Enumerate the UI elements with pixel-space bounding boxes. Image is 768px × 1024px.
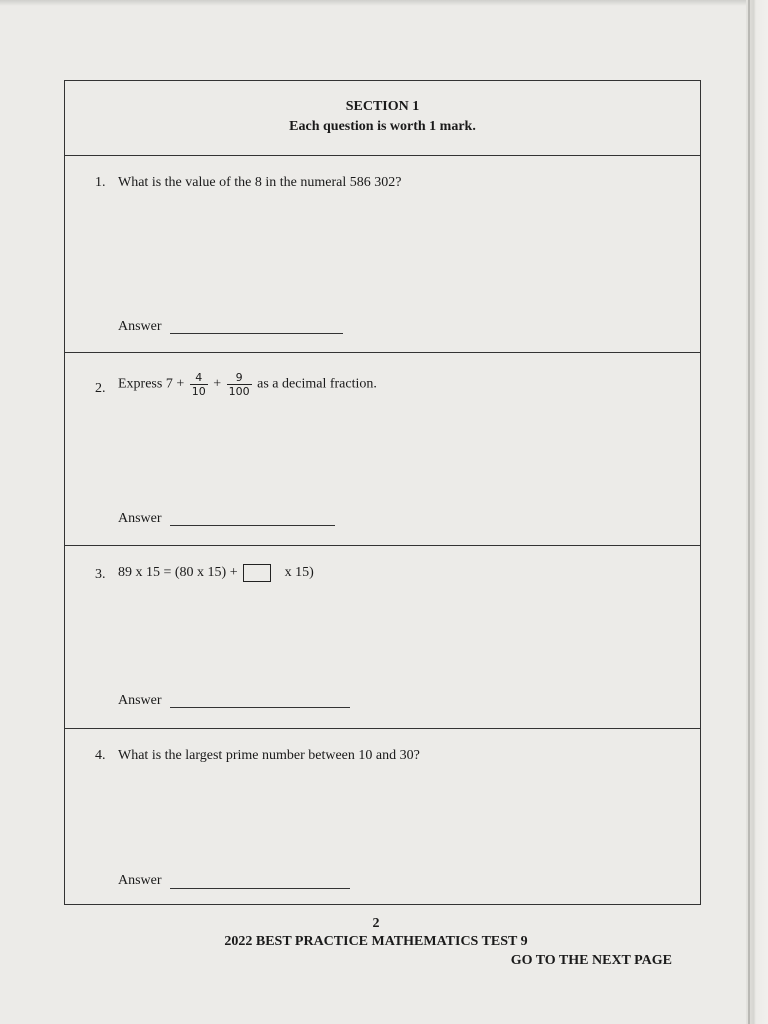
answer-blank-box[interactable] <box>243 564 271 582</box>
plus-sign: + <box>213 376 222 392</box>
expression-prefix: Express 7 + <box>118 376 185 392</box>
question-3 <box>65 546 700 729</box>
section-subtitle: Each question is worth 1 mark. <box>289 119 476 134</box>
scan-page-edge <box>748 0 750 1024</box>
test-title: 2022 BEST PRACTICE MATHEMATICS TEST 9 <box>224 934 528 949</box>
expression-prefix: 89 x 15 = (80 x 15) + <box>118 565 238 581</box>
question-number: 2. <box>95 381 106 396</box>
question-number: 3. <box>95 567 106 582</box>
fraction-numerator: 9 <box>227 371 252 385</box>
expression-suffix: as a decimal fraction. <box>257 376 377 392</box>
question-text: What is the largest prime number between 10 and 30? <box>118 748 420 763</box>
question-2 <box>65 353 700 546</box>
section-title: SECTION 1 <box>345 99 420 114</box>
question-4 <box>65 729 700 906</box>
answer-line[interactable] <box>170 333 343 334</box>
question-text <box>118 564 314 582</box>
go-to-next-page-text: GO TO THE NEXT PAGE <box>510 953 672 968</box>
question-number: 4. <box>95 748 106 763</box>
answer-label: Answer <box>118 873 162 888</box>
answer-label: Answer <box>118 693 162 708</box>
scan-edge-top <box>0 0 768 6</box>
question-number: 1. <box>95 175 106 190</box>
question-text <box>118 371 377 398</box>
exam-section-box <box>64 80 701 905</box>
answer-label: Answer <box>118 511 162 526</box>
fraction-denominator: 10 <box>191 385 206 398</box>
fraction-nine-hundredths <box>227 371 252 398</box>
answer-line[interactable] <box>170 525 335 526</box>
question-1 <box>65 156 700 353</box>
answer-line[interactable] <box>170 707 350 708</box>
expression-suffix: x 15) <box>284 565 314 581</box>
fraction-numerator: 4 <box>190 371 208 385</box>
question-text: What is the value of the 8 in the numeral 586 302? <box>118 175 402 190</box>
answer-label: Answer <box>118 319 162 334</box>
fraction-four-tenths <box>190 371 208 398</box>
answer-line[interactable] <box>170 888 350 889</box>
section-header <box>65 81 700 156</box>
fraction-denominator: 100 <box>228 385 250 398</box>
page-number: 2 <box>372 916 380 931</box>
